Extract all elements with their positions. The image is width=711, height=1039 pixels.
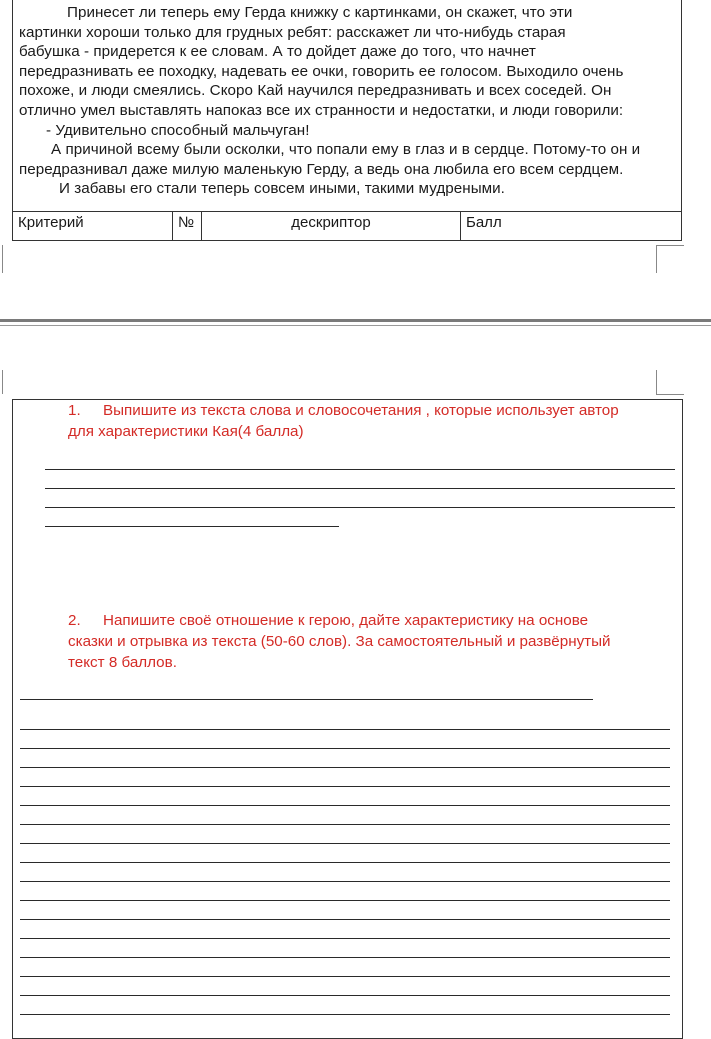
answer-line[interactable] — [45, 469, 675, 470]
rubric-header-descriptor: дескриптор — [202, 212, 461, 241]
task-1 — [68, 400, 678, 442]
story-line: Принесет ли теперь ему Герда книжку с картинками, он скажет, что эти — [67, 4, 573, 21]
answer-line[interactable] — [20, 824, 670, 825]
task-text: текст 8 баллов. — [68, 654, 177, 671]
story-line: И забавы его стали теперь совсем иными, такими мудреными. — [59, 180, 505, 198]
rubric-table — [12, 211, 682, 241]
answer-line[interactable] — [45, 526, 339, 527]
answer-line[interactable] — [45, 507, 675, 508]
task-number: 1. — [68, 402, 81, 419]
story-line: отлично умел выставлять напоказ все их странности и недостатки, и люди говорили: — [19, 101, 624, 119]
answer-line[interactable] — [20, 1014, 670, 1015]
answer-line[interactable] — [20, 748, 670, 749]
answer-line[interactable] — [20, 767, 670, 768]
answer-line[interactable] — [20, 729, 670, 730]
answer-line[interactable] — [20, 881, 670, 882]
task-text: Выпишите из текста слова и словосочетания , которые использует автор — [103, 402, 619, 419]
page-separator — [0, 319, 711, 322]
answer-line[interactable] — [20, 938, 670, 939]
page-corner-mark — [2, 245, 3, 273]
answer-line[interactable] — [20, 805, 670, 806]
story-line: передразнивал даже милую маленькую Герду, а ведь она любила его всем сердцем. — [19, 160, 624, 178]
task-text: сказки и отрывка из текста (50-60 слов). За самостоятельный и развёрнутый — [68, 633, 611, 650]
answer-line[interactable] — [20, 786, 670, 787]
task-text: Напишите своё отношение к герою, дайте характеристику на основе — [103, 612, 589, 629]
story-line: картинки хороши только для грудных ребят: расскажет ли что-нибудь старая — [19, 23, 566, 41]
page-separator — [0, 325, 711, 326]
answer-line[interactable] — [20, 699, 593, 700]
page-corner-mark — [656, 245, 684, 246]
answer-line[interactable] — [20, 900, 670, 901]
rubric-header-score: Балл — [461, 212, 682, 241]
story-line: бабушка - придерется к ее словам. А то дойдет даже до того, что начнет — [19, 43, 536, 61]
page-corner-mark — [656, 370, 657, 394]
rubric-header-criterion: Критерий — [13, 212, 173, 241]
answer-line[interactable] — [20, 995, 670, 996]
answer-line[interactable] — [20, 862, 670, 863]
answer-line[interactable] — [45, 488, 675, 489]
page-corner-mark — [656, 245, 657, 273]
answer-line[interactable] — [20, 957, 670, 958]
rubric-header-number: № — [173, 212, 202, 241]
task-2 — [68, 610, 678, 673]
page-corner-mark — [656, 394, 684, 395]
answer-line[interactable] — [20, 976, 670, 977]
worksheet-page-frame — [12, 399, 683, 1039]
story-line: - Удивительно способный мальчуган! — [46, 121, 310, 139]
story-line: передразнивать ее походку, надевать ее очки, говорить ее голосом. Выходило очень — [19, 62, 624, 80]
answer-line[interactable] — [20, 843, 670, 844]
task-text: для характеристики Кая(4 балла) — [68, 423, 304, 440]
page-corner-mark — [2, 370, 3, 394]
story-excerpt — [19, 3, 684, 199]
rubric-header-row — [13, 212, 682, 241]
task-number: 2. — [68, 612, 81, 629]
story-line: А причиной всему были осколки, что попали ему в глаз и в сердце. Потому-то он и — [51, 141, 641, 159]
story-line: похоже, и люди смеялись. Скоро Кай научился передразнивать и всех соседей. Он — [19, 82, 612, 100]
answer-line[interactable] — [20, 919, 670, 920]
